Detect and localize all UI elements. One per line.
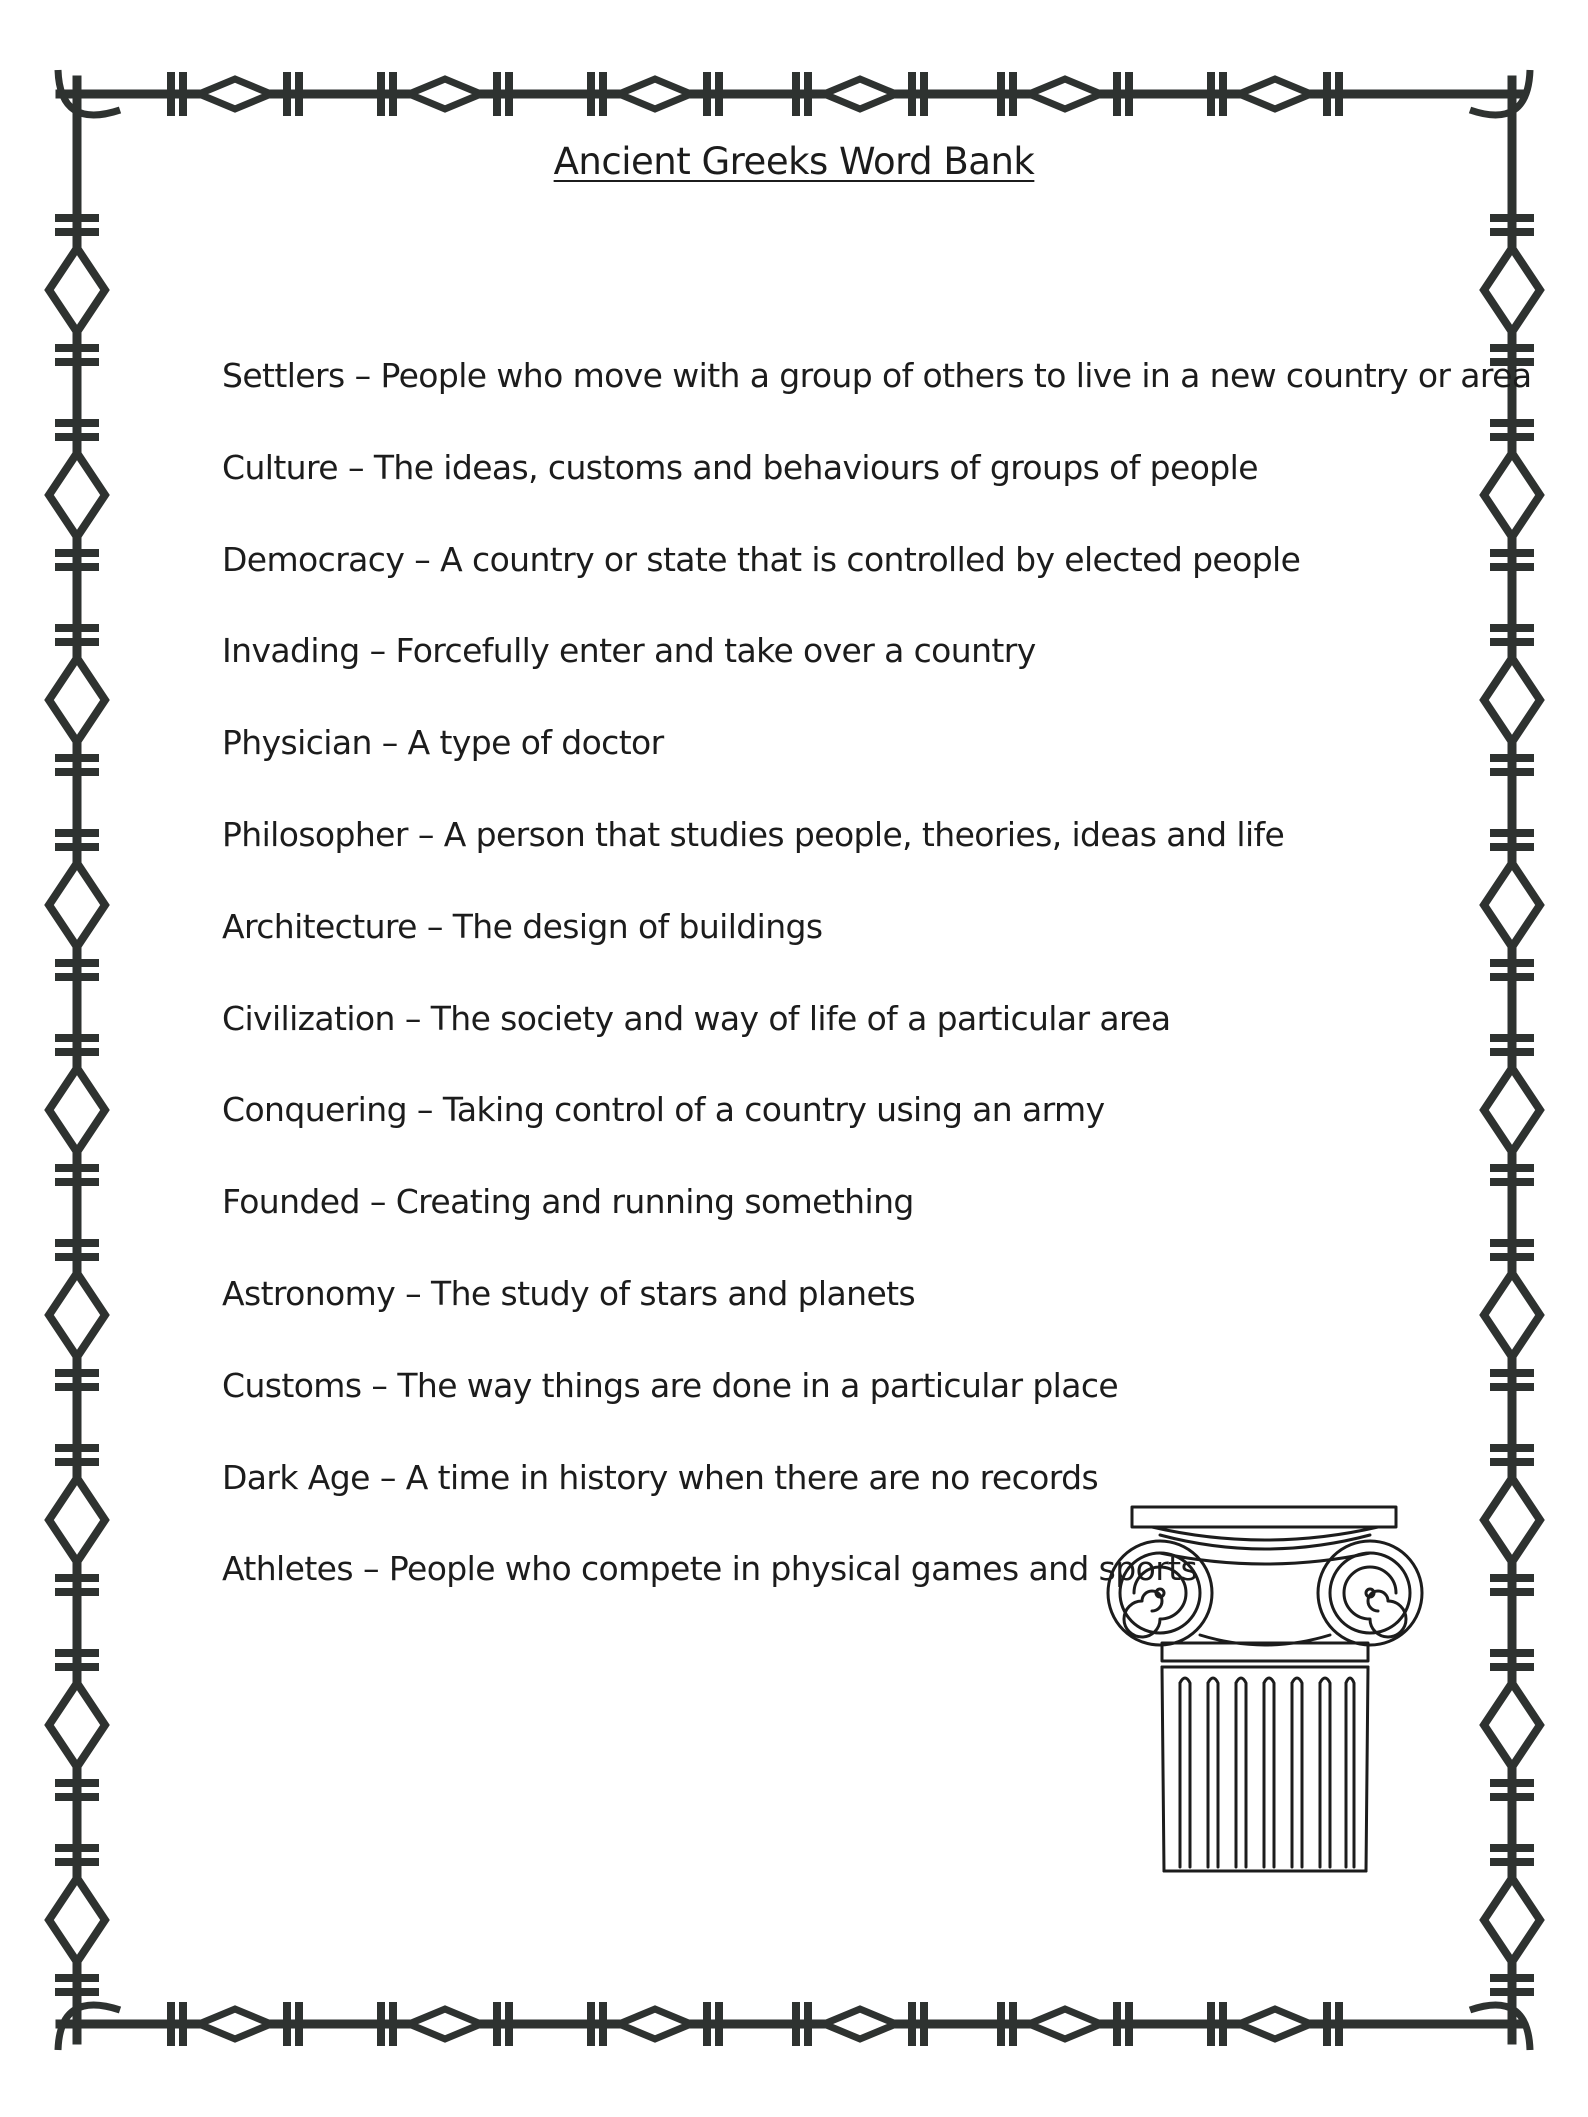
entry-separator: – (381, 723, 398, 763)
entry-term: Democracy (222, 539, 405, 579)
entry-definition: The society and way of life of a particular area (430, 998, 1171, 1038)
entry-separator: – (354, 356, 371, 395)
entry-term: Invading (222, 631, 360, 671)
entry-definition: A type of doctor (407, 723, 664, 763)
entry-definition: A person that studies people, theories, ideas and life (443, 814, 1285, 854)
word-entry (222, 991, 1372, 1083)
entry-definition: The design of buildings (452, 906, 823, 946)
word-entry (222, 1266, 1372, 1358)
word-entry (222, 1082, 1372, 1174)
entry-separator: – (379, 1457, 396, 1497)
entry-definition: A country or state that is controlled by elected people (440, 539, 1301, 579)
entry-definition: Taking control of a country using an army (442, 1090, 1105, 1130)
word-entry (222, 807, 1372, 899)
entry-term: Astronomy (222, 1273, 396, 1313)
entry-separator: – (414, 539, 431, 579)
entry-definition: The way things are done in a particular place (397, 1365, 1119, 1405)
entry-definition: The study of stars and planets (431, 1273, 916, 1313)
entry-term: Customs (222, 1365, 362, 1405)
word-entry (222, 715, 1372, 807)
entry-separator: – (347, 447, 364, 487)
word-list (222, 348, 1532, 1633)
entry-definition: Forcefully enter and take over a country (395, 631, 1036, 671)
entry-definition: People who compete in physical games and sports (388, 1549, 1198, 1589)
entry-separator: – (417, 814, 434, 854)
entry-definition: Creating and running something (395, 1182, 914, 1222)
entry-definition: The ideas, customs and behaviours of groups of people (373, 447, 1258, 487)
entry-separator: – (405, 1273, 422, 1313)
word-entry (222, 348, 1532, 440)
entry-term: Conquering (222, 1090, 407, 1130)
page-title: Ancient Greeks Word Bank (553, 140, 1035, 183)
entry-term: Civilization (222, 998, 395, 1038)
entry-term: Philosopher (222, 814, 408, 854)
ionic-column-icon (1100, 1505, 1430, 1875)
entry-term: Settlers (222, 356, 345, 395)
entry-term: Architecture (222, 906, 417, 946)
entry-term: Athletes (222, 1549, 353, 1589)
entry-separator: – (404, 998, 421, 1038)
entry-separator: – (371, 1365, 388, 1405)
word-entry (222, 623, 1372, 715)
word-entry (222, 532, 1372, 624)
word-entry (222, 1174, 1372, 1266)
entry-definition: People who move with a group of others to live in a new country or area (380, 356, 1532, 395)
word-entry (222, 440, 1372, 532)
entry-separator: – (369, 1182, 386, 1222)
entry-separator: – (362, 1549, 379, 1589)
entry-separator: – (426, 906, 443, 946)
word-entry (222, 899, 1372, 991)
entry-separator: – (369, 631, 386, 671)
entry-definition: A time in history when there are no records (405, 1457, 1099, 1497)
entry-term: Physician (222, 723, 372, 763)
entry-term: Founded (222, 1182, 360, 1222)
entry-term: Culture (222, 447, 338, 487)
entry-separator: – (416, 1090, 433, 1130)
entry-term: Dark Age (222, 1457, 370, 1497)
word-entry (222, 1358, 1372, 1450)
